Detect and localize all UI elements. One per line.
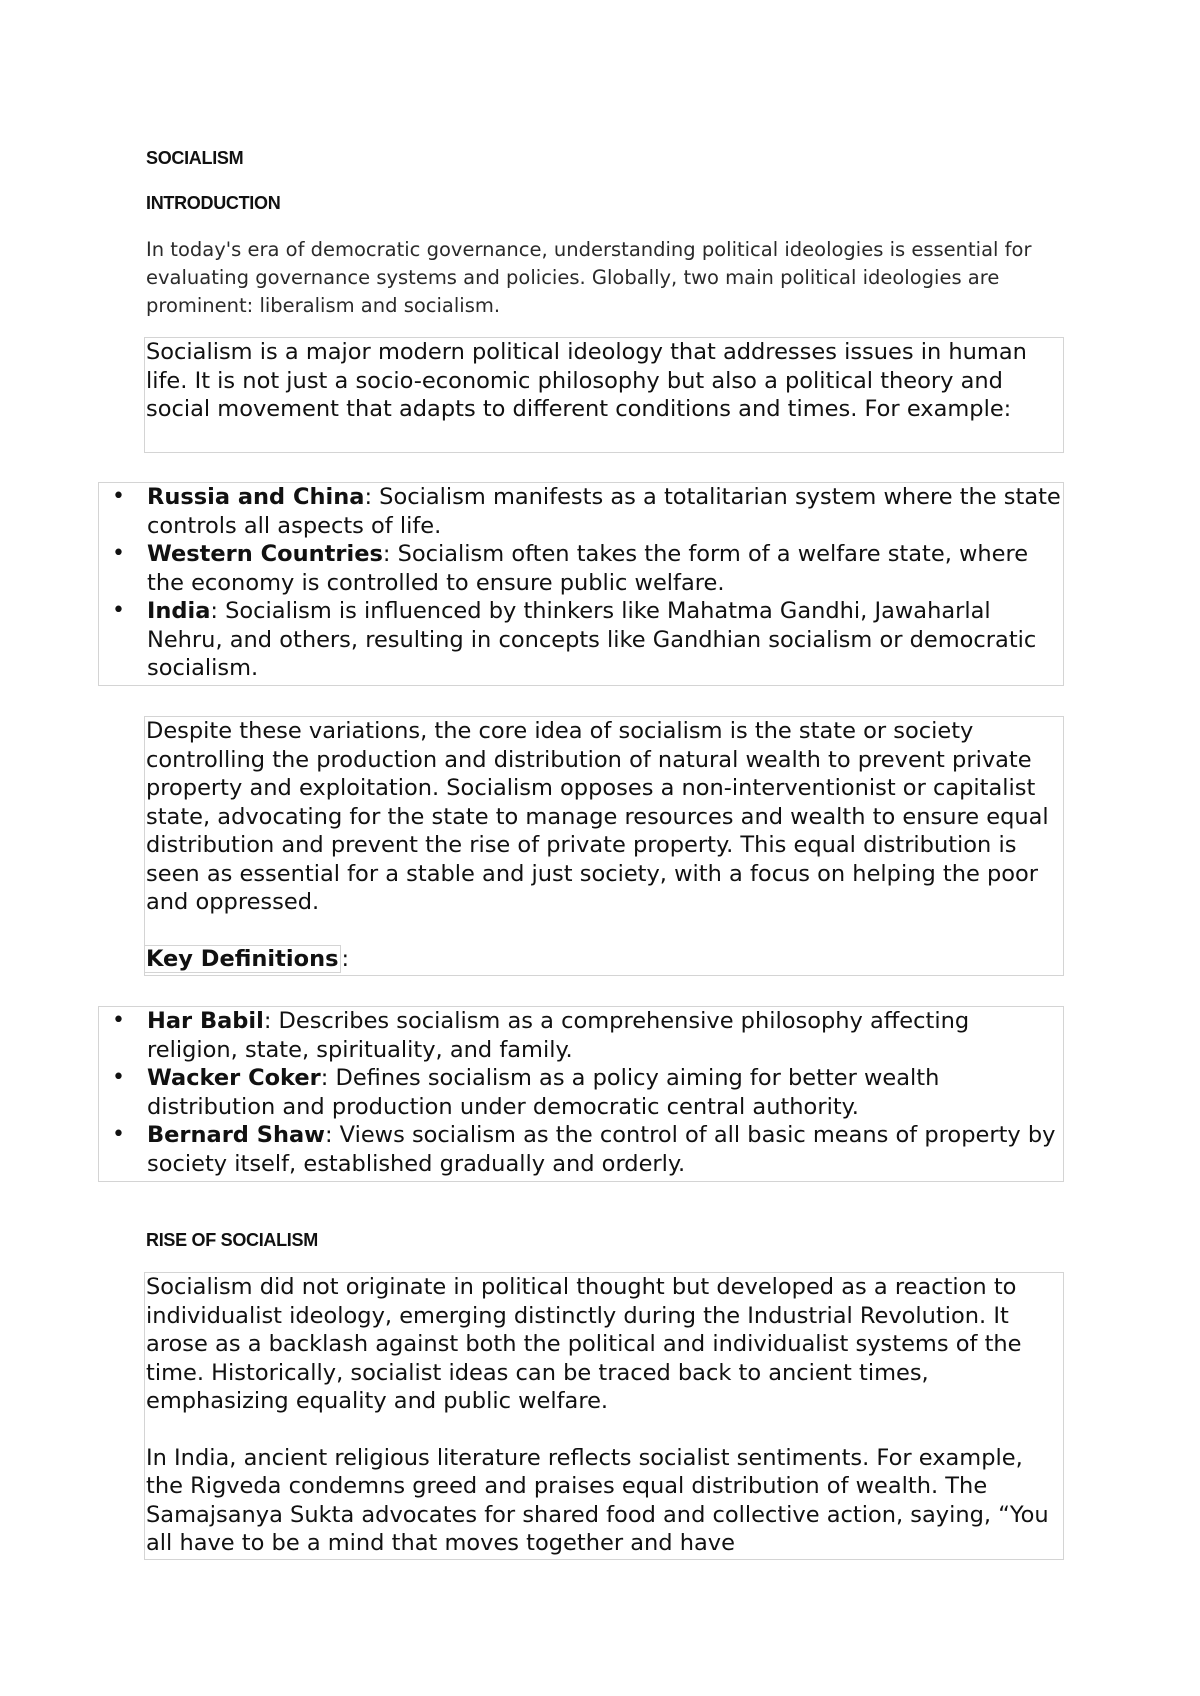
example-term: India — [147, 598, 211, 624]
core-idea-box — [144, 716, 1064, 976]
definition-text: : Describes socialism as a comprehensive philosophy affecting religion, state, spirituality, and family. — [147, 1008, 970, 1063]
example-text: : Socialism often takes the form of a welfare state, where the economy is controlled to ensure public welfare. — [147, 541, 1029, 596]
examples-list — [99, 483, 1063, 683]
example-text: : Socialism is influenced by thinkers like Mahatma Gandhi, Jawaharlal Nehru, and others, resulting in concepts like Gandhian socialism or democratic socialism. — [147, 598, 1037, 681]
definitions-list-box — [98, 1006, 1064, 1182]
example-term: Russia and China — [147, 484, 365, 510]
definitions-list — [99, 1007, 1063, 1178]
list-item — [99, 1121, 1063, 1178]
core-idea-paragraph: Despite these variations, the core idea of socialism is the state or society controlling the production and distribution of natural wealth to prevent private property and exploitation. Socialism opposes a non-interventionist or capitalist state, advocating for the state to manage resources and wealth to ensure equal distribution and prevent the rise of private property. This equal distribution is seen as essential for a stable and just society, with a focus on helping the poor and oppressed. — [146, 718, 1049, 915]
example-text: : Socialism manifests as a totalitarian system where the state controls all aspects of life. — [147, 484, 1061, 539]
section-heading-rise: RISE OF SOCIALISM — [146, 1230, 318, 1250]
list-item — [99, 483, 1063, 540]
list-item — [99, 540, 1063, 597]
definition-paragraph-box — [144, 337, 1064, 453]
key-definitions-line — [146, 945, 1059, 974]
list-item — [99, 1007, 1063, 1064]
definition-paragraph: Socialism is a major modern political ideology that addresses issues in human life. It is not just a socio-economic philosophy but also a political theory and social movement that adapts to different conditions and times. For example: — [146, 339, 1027, 422]
document-title: SOCIALISM — [146, 148, 244, 168]
definition-text: : Views socialism as the control of all basic means of property by society itself, established gradually and orderly. — [147, 1122, 1056, 1177]
list-item — [99, 1064, 1063, 1121]
bullet-icon: • — [112, 598, 125, 623]
key-definitions-suffix: : — [341, 945, 350, 972]
bullet-icon: • — [112, 541, 125, 566]
definition-term: Har Babil — [147, 1008, 264, 1034]
example-term: Western Countries — [147, 541, 383, 567]
list-item — [99, 597, 1063, 683]
bullet-icon: • — [112, 1122, 125, 1147]
intro-paragraph: In today's era of democratic governance, understanding political ideologies is essential for evaluating governance systems and policies. Globally, two main political ideologies are prominent: liberalism and socialism. — [146, 238, 1032, 317]
bullet-icon: • — [112, 1008, 125, 1033]
bullet-icon: • — [112, 484, 125, 509]
key-definitions-label: Key Definitions — [144, 945, 341, 973]
bullet-icon: • — [112, 1065, 125, 1090]
rise-paragraph-2: In India, ancient religious literature reflects socialist sentiments. For example, the Rigveda condemns greed and praises equal distribution of wealth. The Samajsanya Sukta advocates for shared food and collective action, saying, “You all have to be a mind that moves together and have — [146, 1444, 1049, 1556]
definition-term: Bernard Shaw — [147, 1122, 325, 1148]
section-heading-introduction: INTRODUCTION — [146, 193, 281, 213]
rise-paragraph-1: Socialism did not originate in political thought but developed as a reaction to individualist ideology, emerging distinctly during the Industrial Revolution. It arose as a backlash against both the political and individualist systems of the time. Historically, socialist ideas can be traced back to ancient times, emphasizing equality and public welfare. — [146, 1274, 1022, 1414]
definition-text: : Defines socialism as a policy aiming for better wealth distribution and production under democratic central authority. — [147, 1065, 940, 1120]
examples-list-box — [98, 482, 1064, 686]
rise-box — [144, 1272, 1064, 1560]
definition-term: Wacker Coker — [147, 1065, 321, 1091]
